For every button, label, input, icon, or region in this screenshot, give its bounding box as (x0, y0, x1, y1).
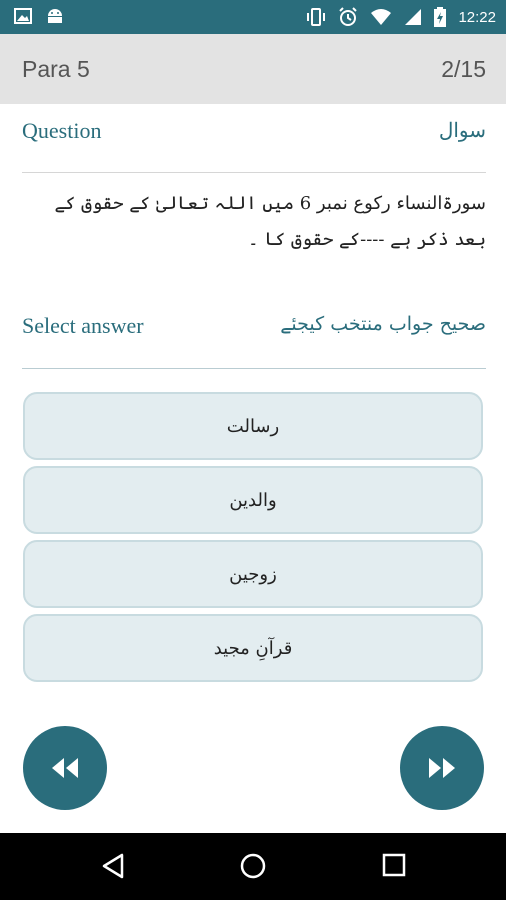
select-answer-label-urdu: صحیح جواب منتخب کیجئے (280, 313, 486, 335)
back-icon[interactable] (100, 853, 126, 879)
previous-button[interactable] (23, 726, 107, 810)
select-answer-label: Select answer (22, 313, 144, 338)
fast-forward-icon (427, 756, 457, 780)
question-progress: 2/15 (441, 56, 486, 82)
battery-charging-icon (434, 7, 446, 27)
vibrate-icon (306, 8, 326, 26)
alarm-icon (338, 7, 358, 27)
system-nav-bar (0, 833, 506, 900)
divider (22, 172, 486, 173)
question-text: سورۃالنساء رکوع نمبر 6 میں اللہ تعالیٰ کے حقوق کے بعد ذکر ہے ----کے حقوق کا ۔ (54, 193, 486, 250)
answer-option-2[interactable] (23, 466, 483, 534)
status-bar (0, 0, 506, 34)
answer-option-label: والدین (229, 489, 277, 511)
wifi-icon (370, 8, 392, 26)
answer-option-3[interactable] (23, 540, 483, 608)
signal-icon (404, 8, 422, 26)
answer-option-label: قرآنِ مجید (213, 637, 293, 659)
next-button[interactable] (400, 726, 484, 810)
rewind-icon (50, 756, 80, 780)
answer-option-1[interactable] (23, 392, 483, 460)
android-icon (46, 8, 64, 24)
answer-option-4[interactable] (23, 614, 483, 682)
app-bar (0, 34, 506, 104)
status-time: 12:22 (458, 8, 496, 26)
image-icon (14, 8, 32, 24)
recents-icon[interactable] (382, 853, 406, 877)
answer-option-label: رسالت (226, 415, 280, 437)
divider (22, 368, 486, 369)
page-title: Para 5 (22, 56, 90, 82)
home-icon[interactable] (240, 853, 266, 879)
question-label: Question (22, 118, 102, 143)
answer-option-label: زوجین (229, 563, 277, 585)
question-label-urdu: سوال (438, 118, 486, 142)
